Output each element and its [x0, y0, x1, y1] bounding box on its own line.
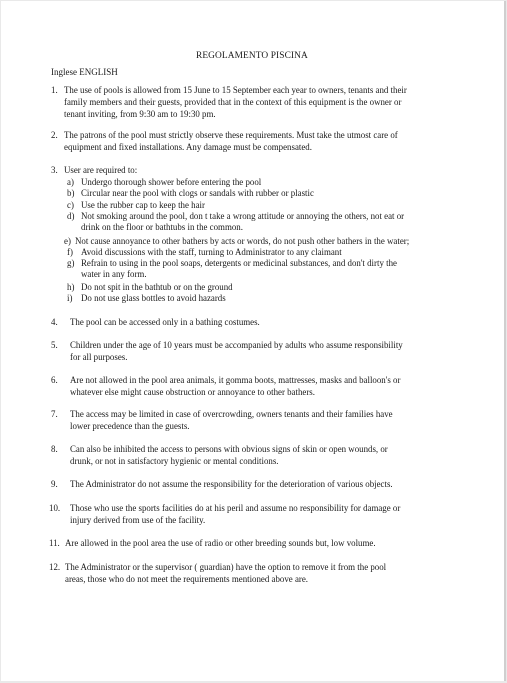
rule-text-line: injury derived from use of the facility.	[70, 515, 206, 525]
subitem-text-line: Refrain to using in the pool soaps, detergents or medicinal substances, and don't dirty the	[81, 258, 397, 268]
rule-number: 10.	[49, 503, 61, 513]
rule-number: 4.	[51, 317, 58, 327]
subitem-letter: g)	[67, 258, 75, 268]
rule-number: 5.	[51, 340, 58, 350]
rule-text-line: Are not allowed in the pool area animals, it gomma boots, mattresses, masks and balloon's or	[70, 375, 401, 385]
rule-number: 6.	[51, 375, 58, 385]
rule-text-line: for all purposes.	[70, 352, 128, 362]
subitem-letter: b)	[67, 188, 75, 198]
subitem-letter: e)	[64, 236, 71, 246]
rule-text-line: User are required to:	[64, 165, 138, 175]
rule-text-line: equipment and fixed installations. Any damage must be compensated.	[64, 142, 312, 152]
rule-number: 3.	[51, 165, 58, 175]
rule-text-line: Are allowed in the pool area the use of radio or other breeding sounds but, low volume.	[65, 538, 376, 548]
rule-text-line: whatever else might cause obstruction or annoyance to other bathers.	[70, 387, 315, 397]
rule-text-line: The access may be limited in case of overcrowding, owners tenants and their families have	[70, 409, 393, 419]
subitem-letter: c)	[67, 200, 74, 210]
rule-number: 12.	[49, 562, 61, 572]
subitem-text-line: Not smoking around the pool, don t take a wrong attitude or annoying the others, not eat or	[81, 211, 405, 221]
rule-text-line: The Administrator or the supervisor ( guardian) have the option to remove it from the pool	[65, 562, 387, 572]
subitem-text-line: Avoid discussions with the staff, turning to Administrator to any claimant	[81, 247, 342, 257]
subitem-text-line: Not cause annoyance to other bathers by acts or words, do not push other bathers in the water;	[75, 236, 410, 246]
document-page	[1, 1, 506, 681]
subitem-text-line: Do not spit in the bathtub or on the ground	[81, 282, 233, 292]
subitem-text-line: Undergo thorough shower before entering the pool	[81, 177, 262, 187]
rule-text-line: family members and their guests, provided that in the context of this equipment is the owner or	[64, 97, 402, 107]
subitem-text-line: drink on the floor or bathtubs in the common.	[81, 222, 243, 232]
rule-text-line: Children under the age of 10 years must be accompanied by adults who assume responsibility	[70, 340, 403, 350]
subitem-text-line: water in any form.	[81, 269, 147, 279]
subitem-letter: d)	[67, 211, 75, 221]
rule-text-line: lower precedence than the guests.	[70, 421, 190, 431]
subitem-letter: a)	[67, 177, 74, 187]
rule-text-line: drunk, or not in satisfactory hygienic or mental conditions.	[70, 456, 279, 466]
rule-text-line: areas, those who do not meet the requirements mentioned above are.	[65, 574, 308, 584]
rule-number: 2.	[51, 130, 58, 140]
rule-text-line: The patrons of the pool must strictly observe these requirements. Must take the utmost care of	[64, 130, 398, 140]
rule-text-line: Those who use the sports facilities do at his peril and assume no responsibility for damage or	[70, 503, 401, 513]
rule-number: 9.	[51, 479, 58, 489]
rule-number: 7.	[51, 409, 58, 419]
subitem-text-line: Use the rubber cap to keep the hair	[81, 200, 205, 210]
subitem-letter: i)	[67, 293, 73, 303]
rule-text-line: The Administrator do not assume the responsibility for the deterioration of various objects.	[70, 479, 393, 489]
subitem-letter: h)	[67, 282, 75, 292]
subitem-text-line: Circular near the pool with clogs or sandals with rubber or plastic	[81, 188, 314, 198]
rule-text-line: The pool can be accessed only in a bathing costumes.	[70, 317, 260, 327]
rule-number: 8.	[51, 444, 58, 454]
rule-number: 11.	[49, 538, 60, 548]
rule-number: 1.	[51, 85, 58, 95]
subitem-text-line: Do not use glass bottles to avoid hazards	[81, 293, 226, 303]
rule-text-line: Can also be inhibited the access to persons with obvious signs of skin or open wounds, or	[70, 444, 388, 454]
document-title: REGOLAMENTO PISCINA	[196, 51, 308, 61]
language-label: Inglese ENGLISH	[51, 67, 118, 77]
rule-text-line: The use of pools is allowed from 15 June to 15 September each year to owners, tenants and their	[64, 85, 407, 95]
rule-text-line: tenant inviting, from 9:30 am to 19:30 pm.	[64, 109, 216, 119]
subitem-letter: f)	[67, 247, 73, 257]
